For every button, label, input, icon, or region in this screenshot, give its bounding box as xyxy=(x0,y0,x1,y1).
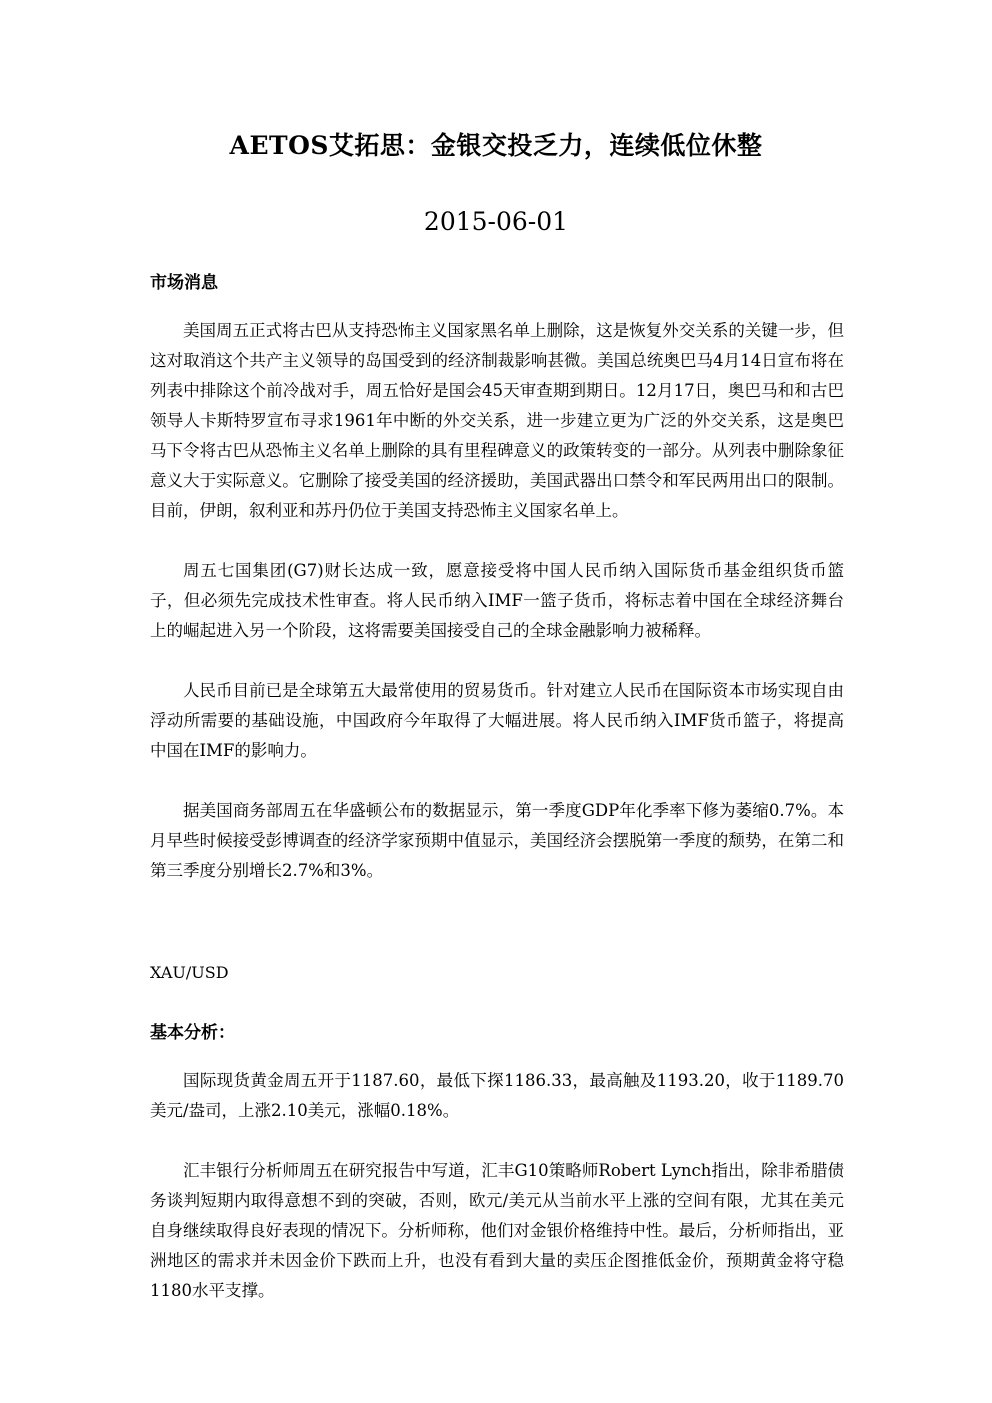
market-news-paragraph: 据美国商务部周五在华盛顿公布的数据显示，第一季度GDP年化季率下修为萎缩0.7%。本月早些时候接受彭博调查的经济学家预期中值显示，美国经济会摆脱第一季度的颓势，在第二和第三季度分别增长2.7%和3%。 xyxy=(150,801,844,880)
fundamental-analysis-heading: 基本分析： xyxy=(150,1023,235,1043)
market-news-paragraph: 人民币目前已是全球第五大最常使用的贸易货币。针对建立人民币在国际资本市场实现自由浮动所需要的基础设施，中国政府今年取得了大幅进展。将人民币纳入IMF货币篮子，将提高中国在IMF的影响力。 xyxy=(150,681,844,760)
xauusd-label: XAU/USD xyxy=(150,963,229,982)
market-news-paragraph: 美国周五正式将古巴从支持恐怖主义国家黑名单上删除，这是恢复外交关系的关键一步，但这对取消这个共产主义领导的岛国受到的经济制裁影响甚微。美国总统奥巴马4月14日宣布将在列表中排除这个前冷战对手，周五恰好是国会45天审查期到期日。12月17日，奥巴马和和古巴领导人卡斯特罗宣布寻求1961年中断的外交关系，进一步建立更为广泛的外交关系，这是奥巴马下令将古巴从恐怖主义名单上删除的具有里程碑意义的政策转变的一部分。从列表中删除象征意义大于实际意义。它删除了接受美国的经济援助，美国武器出口禁令和军民两用出口的限制。目前，伊朗，叙利亚和苏丹仍位于美国支持恐怖主义国家名单上。 xyxy=(150,321,844,520)
fundamental-analysis-paragraph: 汇丰银行分析师周五在研究报告中写道，汇丰G10策略师Robert Lynch指出，除非希腊债务谈判短期内取得意想不到的突破，否则，欧元/美元从当前水平上涨的空间有限，尤其在美元自身继续取得良好表现的情况下。分析师称，他们对金银价格维持中性。最后，分析师指出，亚洲地区的需求并未因金价下跌而上升，也没有看到大量的卖压企图推低金价，预期黄金将守稳1180水平支撑。 xyxy=(150,1161,844,1300)
fundamental-analysis-paragraph: 国际现货黄金周五开于1187.60，最低下探1186.33，最高触及1193.20，收于1189.70美元/盎司，上涨2.10美元，涨幅0.18%。 xyxy=(150,1071,844,1120)
document-body xyxy=(150,268,844,1306)
market-news-heading: 市场消息 xyxy=(150,273,218,293)
market-news-paragraph: 周五七国集团(G7)财长达成一致，愿意接受将中国人民币纳入国际货币基金组织货币篮子，但必须先完成技术性审查。将人民币纳入IMF一篮子货币，将标志着中国在全球经济舞台上的崛起进入另一个阶段，这将需要美国接受自己的全球金融影响力被稀释。 xyxy=(150,561,844,640)
document-date: 2015-06-01 xyxy=(423,207,569,236)
document-title: AETOS艾拓思：金银交投乏力，连续低位休整 xyxy=(229,131,763,160)
